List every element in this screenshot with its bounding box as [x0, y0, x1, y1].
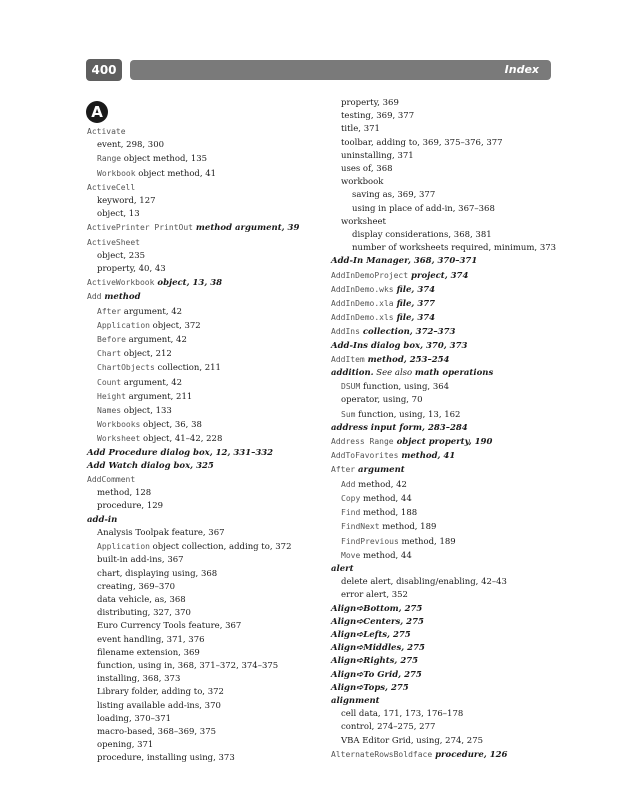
index-entry [87, 333, 325, 347]
index-code-term: AddComment [87, 475, 136, 485]
index-text: delete alert, disabling/enabling, 42–43 [341, 577, 507, 588]
index-entry [331, 150, 571, 163]
index-code-term: Worksheet [97, 434, 141, 444]
index-code-term: Find [341, 508, 361, 518]
index-entry [331, 408, 571, 422]
index-entry [87, 139, 325, 152]
index-entry [331, 535, 571, 549]
index-text: uninstalling, 371 [341, 150, 414, 161]
index-text: Align➪Centers, 275 [331, 616, 424, 627]
index-entry [331, 463, 571, 477]
index-text: Align➪To Grid, 275 [331, 669, 422, 680]
index-text: file, 377 [393, 299, 436, 310]
index-entry [87, 208, 325, 221]
index-entry [331, 682, 571, 695]
index-entry [87, 221, 325, 235]
index-text: method, 189 [398, 536, 456, 547]
index-code-term: Sum [341, 409, 356, 419]
index-text: argument, 42 [121, 306, 183, 317]
index-entry [87, 125, 325, 139]
running-head-bar [130, 60, 551, 80]
index-text: cell data, 171, 173, 176–178 [341, 709, 464, 720]
index-text: workbook [341, 177, 384, 188]
index-code-term: Application [97, 320, 150, 330]
index-code-term: Application [97, 542, 150, 552]
index-entry [87, 263, 325, 276]
index-entry [331, 176, 571, 189]
index-text: object method, 41 [135, 168, 217, 179]
index-code-term: AddInDemo.xla [331, 299, 394, 309]
index-entry [87, 647, 325, 660]
index-text: display considerations, 368, 381 [352, 230, 492, 241]
index-entry [87, 376, 325, 390]
index-text: method, 189 [379, 522, 437, 533]
index-text: event handling, 371, 376 [97, 634, 205, 645]
index-code-term: Add [341, 479, 356, 489]
index-code-term: Count [97, 377, 122, 387]
index-text: Align➪Tops, 275 [331, 682, 409, 693]
index-column-left [87, 125, 325, 766]
index-entry [87, 673, 325, 686]
index-text: addition. [331, 368, 374, 379]
index-text: address input form, 283–284 [331, 422, 468, 433]
index-entry [87, 581, 325, 594]
index-text: property, 369 [341, 98, 399, 108]
index-code-term: ActiveSheet [87, 237, 140, 247]
index-entry [331, 576, 571, 589]
index-code-term: Workbooks [97, 420, 141, 430]
index-entry [331, 549, 571, 563]
index-entry [331, 669, 571, 682]
index-code-term: Workbook [97, 168, 136, 178]
index-entry [331, 163, 571, 176]
index-entry [331, 563, 571, 576]
index-text: object method, 135 [121, 154, 208, 165]
index-entry [87, 540, 325, 554]
index-text: error alert, 352 [341, 590, 408, 601]
index-text: add-in [87, 514, 118, 525]
index-code-term: Add [87, 292, 102, 302]
index-text: filename extension, 369 [97, 647, 200, 658]
index-entry [331, 97, 571, 110]
index-entry [87, 404, 325, 418]
index-code-term: ActiveWorkbook [87, 278, 155, 288]
index-text: distributing, 327, 370 [97, 608, 191, 619]
index-entry [87, 361, 325, 375]
index-entry [87, 347, 325, 361]
index-text: collection, 372–373 [359, 327, 456, 338]
index-code-term: Address Range [331, 437, 394, 447]
index-text: creating, 369–370 [97, 581, 176, 592]
index-code-term: AddInDemo.xls [331, 313, 394, 323]
index-code-term: DSUM [341, 382, 361, 392]
index-text: collection, 211 [154, 363, 221, 374]
index-entry [331, 311, 571, 325]
index-text: method argument, 39 [192, 223, 300, 234]
index-entry [331, 492, 571, 506]
index-text: control, 274–275, 277 [341, 722, 436, 733]
index-text: object, 235 [97, 250, 146, 261]
index-entry [331, 229, 571, 242]
index-entry [87, 700, 325, 713]
index-text: event, 298, 300 [97, 140, 165, 151]
index-entry [87, 594, 325, 607]
index-entry [87, 181, 325, 195]
index-code-term: Activate [87, 127, 126, 136]
index-code-term: Move [341, 550, 361, 560]
index-text: Add-Ins dialog box, 370, 373 [331, 340, 468, 351]
index-text: argument, 42 [125, 335, 187, 346]
index-entry [87, 739, 325, 752]
index-entry [331, 297, 571, 311]
index-text: Library folder, adding to, 372 [97, 687, 224, 698]
index-entry [331, 422, 571, 435]
index-text: function, using, 364 [360, 382, 450, 393]
index-entry [331, 283, 571, 297]
index-code-term: FindNext [341, 522, 380, 532]
index-entry [331, 353, 571, 367]
index-entry [87, 305, 325, 319]
index-text: method, 44 [360, 493, 412, 504]
index-text: chart, displaying using, 368 [97, 568, 218, 579]
index-code-term: Range [97, 154, 122, 164]
index-text: toolbar, adding to, 369, 375–376, 377 [341, 137, 503, 148]
index-entry [87, 152, 325, 166]
index-code-term: Names [97, 406, 122, 416]
section-letter-badge: A [86, 101, 108, 123]
index-entry [87, 276, 325, 290]
index-text: file, 374 [393, 284, 436, 295]
index-text: object, 212 [121, 349, 172, 360]
index-text: Add Procedure dialog box, 12, 331–332 [87, 447, 274, 458]
index-text: method, 128 [97, 488, 152, 499]
index-text: Align➪Bottom, 275 [331, 603, 423, 614]
index-entry [331, 203, 571, 216]
index-code-term: Before [97, 335, 126, 345]
index-text: object, 13, 38 [154, 278, 223, 289]
index-entry [87, 236, 325, 250]
index-text: macro-based, 368–369, 375 [97, 726, 217, 737]
index-code-term: ChartObjects [97, 363, 155, 373]
index-entry [87, 432, 325, 446]
index-text: using in place of add-in, 367–368 [352, 203, 495, 214]
index-text: Euro Currency Tools feature, 367 [97, 621, 242, 632]
index-text: number of worksheets required, minimum, 373 [352, 243, 557, 254]
index-entry [87, 290, 325, 304]
index-entry [87, 620, 325, 633]
index-entry [331, 367, 571, 380]
index-text: Add Watch dialog box, 325 [87, 460, 214, 471]
index-text: function, using in, 368, 371–372, 374–375 [97, 660, 279, 671]
index-entry [331, 340, 571, 353]
index-entry [87, 319, 325, 333]
index-entry [87, 195, 325, 208]
index-entry [87, 634, 325, 647]
index-text: procedure, installing using, 373 [97, 753, 235, 764]
index-text: built-in add-ins, 367 [97, 555, 184, 566]
index-entry [331, 478, 571, 492]
index-column-right [331, 97, 571, 762]
index-code-term: ActiveCell [87, 182, 136, 192]
index-entry [331, 642, 571, 655]
index-code-term: After [97, 306, 122, 316]
index-entry [331, 242, 571, 255]
index-entry [331, 735, 571, 748]
index-entry [87, 390, 325, 404]
index-entry [87, 460, 325, 473]
index-text: testing, 369, 377 [341, 111, 415, 122]
index-code-term: After [331, 465, 356, 475]
index-entry [87, 752, 325, 765]
index-text: listing available add-ins, 370 [97, 700, 221, 711]
index-text: procedure, 129 [97, 501, 164, 512]
index-entry [87, 250, 325, 263]
index-entry [331, 748, 571, 762]
index-entry [331, 110, 571, 123]
running-head: Index [504, 63, 539, 76]
index-entry [331, 137, 571, 150]
index-text: object collection, adding to, 372 [149, 542, 292, 553]
index-text: saving as, 369, 377 [352, 190, 436, 201]
index-entry [87, 514, 325, 527]
index-entry [87, 527, 325, 540]
index-code-term: AddIns [331, 327, 360, 337]
index-text: property, 40, 43 [97, 264, 166, 275]
index-text: loading, 370–371 [97, 713, 172, 724]
index-text: worksheet [341, 216, 386, 227]
index-text: Align➪Middles, 275 [331, 643, 425, 654]
index-entry [331, 435, 571, 449]
index-code-term: AlternateRowsBoldface [331, 749, 433, 759]
index-entry [87, 487, 325, 500]
index-text: procedure, 126 [432, 749, 508, 760]
index-text: opening, 371 [97, 740, 154, 751]
index-entry [331, 603, 571, 616]
index-text: keyword, 127 [97, 196, 156, 207]
index-code-term: ActivePrinter PrintOut [87, 223, 193, 233]
index-text: object, 133 [121, 406, 172, 417]
index-code-term: Height [97, 391, 126, 401]
index-entry [331, 380, 571, 394]
index-code-term: Copy [341, 493, 361, 503]
index-entry [331, 449, 571, 463]
index-code-term: Chart [97, 349, 122, 359]
index-entry [87, 554, 325, 567]
index-text: alert [331, 563, 354, 574]
index-text: method, 44 [360, 550, 412, 561]
index-entry [331, 255, 571, 268]
index-entry [331, 655, 571, 668]
index-text: title, 371 [341, 124, 380, 135]
index-entry [87, 568, 325, 581]
index-entry [87, 660, 325, 673]
index-entry [87, 726, 325, 739]
index-text: alignment [331, 695, 380, 706]
index-code-term: AddInDemoProject [331, 270, 409, 280]
index-text: object property, 190 [393, 437, 493, 448]
page-number: 400 [86, 59, 122, 81]
index-entry [331, 506, 571, 520]
index-entry [87, 686, 325, 699]
index-text: math operations [414, 368, 494, 379]
index-entry [331, 216, 571, 229]
index-code-term: AddItem [331, 354, 365, 364]
index-text: object, 13 [97, 209, 140, 220]
index-text: VBA Editor Grid, using, 274, 275 [341, 735, 484, 746]
index-entry [331, 721, 571, 734]
index-text: method, 41 [398, 451, 456, 462]
index-entry [87, 473, 325, 487]
index-text: operator, using, 70 [341, 395, 423, 406]
index-text: argument [355, 465, 405, 476]
index-entry [331, 123, 571, 136]
index-text: method, 42 [355, 479, 407, 490]
index-text: method, 188 [360, 508, 418, 519]
index-entry [331, 589, 571, 602]
index-text: argument, 42 [121, 377, 183, 388]
index-text: object, 41–42, 228 [140, 434, 223, 445]
index-text: file, 374 [393, 313, 436, 324]
index-text: function, using, 13, 162 [355, 409, 461, 420]
index-text: object, 36, 38 [140, 420, 202, 431]
index-entry [87, 607, 325, 620]
index-code-term: AddToFavorites [331, 451, 399, 461]
index-entry [331, 520, 571, 534]
index-text: method, 253–254 [364, 354, 450, 365]
index-entry [87, 447, 325, 460]
index-text: data vehicle, as, 368 [97, 594, 186, 605]
index-entry [331, 708, 571, 721]
index-text: argument, 211 [125, 391, 193, 402]
index-entry [331, 629, 571, 642]
index-text: project, 374 [408, 270, 469, 281]
index-text: See also [373, 368, 415, 379]
index-text: Add-In Manager, 368, 370–371 [331, 256, 478, 267]
index-entry [331, 189, 571, 202]
index-text: method [101, 292, 141, 303]
index-entry [331, 325, 571, 339]
index-text: uses of, 368 [341, 164, 393, 175]
index-entry [87, 713, 325, 726]
index-text: Analysis Toolpak feature, 367 [97, 527, 225, 538]
index-entry [87, 500, 325, 513]
index-text: object, 372 [149, 320, 201, 331]
index-entry [331, 269, 571, 283]
index-text: Align➪Lefts, 275 [331, 629, 411, 640]
index-entry [331, 394, 571, 407]
index-entry [331, 695, 571, 708]
index-entry [87, 418, 325, 432]
index-entry [87, 167, 325, 181]
index-text: installing, 368, 373 [97, 674, 181, 685]
index-text: Align➪Rights, 275 [331, 656, 419, 667]
index-code-term: FindPrevious [341, 536, 399, 546]
index-entry [331, 616, 571, 629]
index-code-term: AddInDemo.wks [331, 284, 394, 294]
